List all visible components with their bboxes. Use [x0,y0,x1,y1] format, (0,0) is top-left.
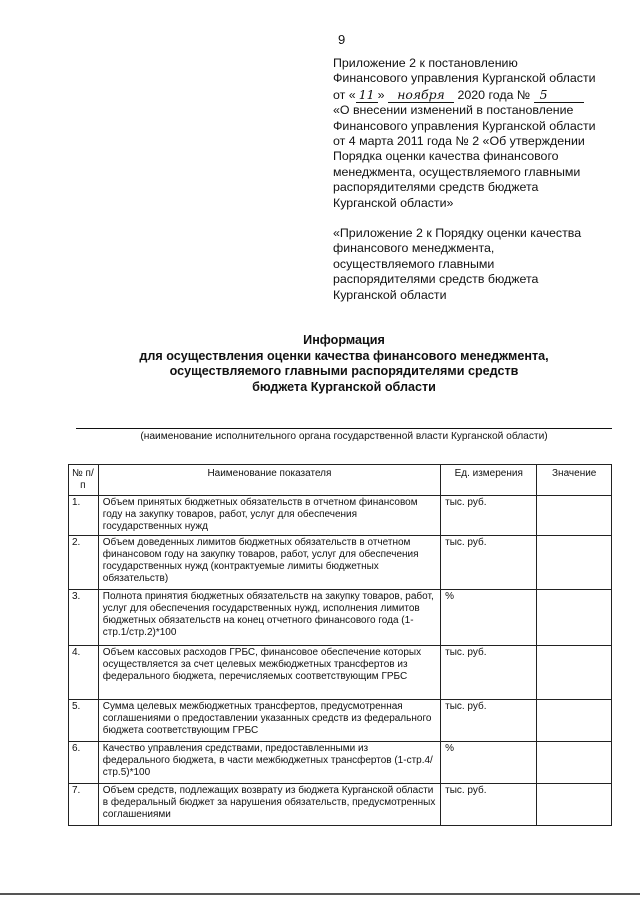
scan-bottom-edge [0,893,640,895]
table-header-row [69,465,612,496]
table-row [69,496,612,536]
indicator-name: Объем доведенных лимитов бюджетных обязательств в отчетном финансовом году на закупку товаров, работ, услуг для обеспечения государственных нужд (контрактуемые лимиты бюджетных обязательств) [98,536,440,590]
table-row [69,784,612,826]
appendix-to-order [333,226,613,303]
indicator-value [537,536,612,590]
indicator-name: Объем средств, подлежащих возврату из бюджета Курганской области в федеральный бюджет за нарушения обязательств, предусмотренных соглашениями [98,784,440,826]
appendix-line: Приложение 2 к постановлению [333,56,518,70]
text-line: Финансового управления Курганской области [333,118,596,133]
text-line: «Приложение 2 к Порядку оценки качества [333,226,582,240]
indicator-name: Объем принятых бюджетных обязательств в отчетном финансовом году на закупку товаров, работ, услуг для обеспечения государственных нужд [98,496,440,536]
indicator-value [537,590,612,646]
header-unit: Ед. измерения [441,465,537,496]
text-line: «О внесении изменений в постановление [333,103,574,118]
appendix-header [333,56,613,211]
text-line: от 4 марта 2011 года № 2 «Об утверждении [333,134,585,149]
table-row [69,646,612,700]
indicator-name: Полнота принятия бюджетных обязательств на закупку товаров, работ, услуг для обеспечения государственных нужд, исполнения лимитов бюджетных обязательств на конец отчетного финансового года (1-стр.1/стр.2)*100 [98,590,440,646]
text-line: для осуществления оценки качества финансового менеджмента, [139,348,549,363]
date-prefix: от « [333,87,356,102]
row-number: 6. [69,742,99,784]
appendix-date-line [333,87,613,103]
date-mid: » [377,87,385,102]
unit-of-measure: тыс. руб. [441,700,537,742]
document-title [60,333,628,395]
text-line: осуществляемого главными распорядителями средств [169,364,519,378]
unit-of-measure: тыс. руб. [441,784,537,826]
row-number: 3. [69,590,99,646]
table-row [69,536,612,590]
handwritten-doc-number: 5 [534,87,584,103]
appendix-line: Финансового управления Курганской области [333,71,596,86]
indicator-name: Качество управления средствами, предоставленными из федерального бюджета, в части межбюджетных трансфертов (1-стр.4/стр.5)*100 [98,742,440,784]
row-number: 4. [69,646,99,700]
indicators-table [68,464,612,826]
org-name-caption: (наименование исполнительного органа государственной власти Курганской области) [140,431,548,442]
indicator-name: Сумма целевых межбюджетных трансфертов, предусмотренная соглашениями о предоставлении указанных средств из федерального бюджета соответствующим ГРБС [98,700,440,742]
handwritten-day: 11 [356,87,378,103]
indicator-value [537,742,612,784]
text-line: распорядителями средств бюджета [333,180,539,195]
header-name: Наименование показателя [98,465,440,496]
text-line: осуществляемого главными [333,256,495,271]
unit-of-measure: тыс. руб. [441,646,537,700]
handwritten-month: ноября [388,87,454,103]
text-line: распорядителями средств бюджета [333,272,539,287]
indicator-name: Объем кассовых расходов ГРБС, финансовое обеспечение которых осуществляется за счет целевых межбюджетных трансфертов из федерального бюджета, перечисляемых соответствующим ГРБС [98,646,440,700]
row-number: 5. [69,700,99,742]
org-name-blank-line [76,428,612,429]
page-number: 9 [338,32,346,47]
row-number: 7. [69,784,99,826]
date-year: 2020 года № [457,87,531,102]
text-line: Информация [303,333,385,347]
table-body [69,496,612,826]
text-line: Курганской области [333,287,447,302]
indicator-value [537,646,612,700]
indicator-value [537,496,612,536]
indicator-value [537,784,612,826]
unit-of-measure: % [441,590,537,646]
table-row [69,700,612,742]
text-line: Курганской области» [333,195,454,210]
row-number: 2. [69,536,99,590]
row-number: 1. [69,496,99,536]
appendix-rest [333,103,613,211]
indicator-value [537,700,612,742]
table-row [69,590,612,646]
unit-of-measure: тыс. руб. [441,536,537,590]
text-line: финансового менеджмента, [333,241,495,256]
header-num: № п/п [69,465,99,496]
unit-of-measure: % [441,742,537,784]
text-line: Порядка оценки качества финансового [333,149,559,164]
unit-of-measure: тыс. руб. [441,496,537,536]
table-row [69,742,612,784]
text-line: бюджета Курганской области [252,379,436,394]
header-value: Значение [537,465,612,496]
text-line: менеджмента, осуществляемого главными [333,164,581,179]
